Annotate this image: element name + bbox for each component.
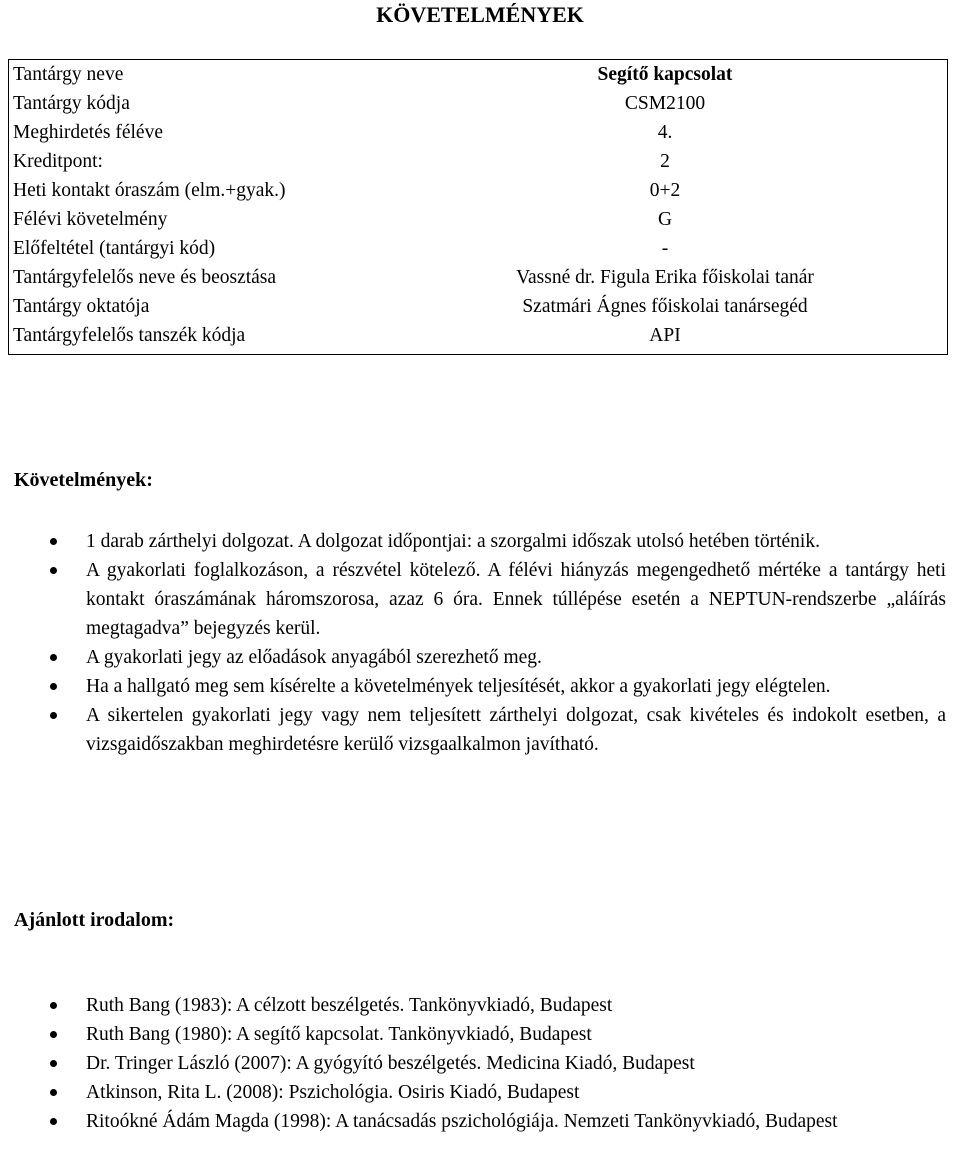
requirement-item-text: A sikertelen gyakorlati jegy vagy nem teljesített zárthelyi dolgozat, csak kivételes és indokolt esetben, a vizsgaidőszakban meghirdetésre kerülő vizsgaalkalmon javítható. bbox=[86, 705, 946, 755]
info-row bbox=[9, 234, 947, 263]
requirement-item bbox=[0, 643, 960, 672]
info-label: Tantárgy neve bbox=[13, 64, 124, 85]
info-value: 2 bbox=[660, 151, 670, 172]
info-value: 4. bbox=[657, 122, 673, 143]
info-row bbox=[9, 321, 947, 350]
requirement-item bbox=[0, 556, 960, 643]
info-value: Szatmári Ágnes főiskolai tanársegéd bbox=[522, 296, 808, 317]
requirements-list bbox=[0, 527, 960, 759]
literature-item-text: Atkinson, Rita L. (2008): Pszichológia. Osiris Kiadó, Budapest bbox=[86, 1082, 580, 1103]
literature-item-text: Ruth Bang (1983): A célzott beszélgetés. Tankönyvkiadó, Budapest bbox=[86, 995, 613, 1016]
info-row bbox=[9, 89, 947, 118]
info-label: Tantárgyfelelős neve és beosztása bbox=[13, 267, 277, 288]
info-value: - bbox=[661, 238, 669, 259]
literature-item bbox=[0, 991, 960, 1020]
literature-item bbox=[0, 1049, 960, 1078]
info-label: Kreditpont: bbox=[13, 151, 103, 172]
bullet-icon bbox=[50, 1060, 57, 1067]
bullet-icon bbox=[50, 654, 57, 661]
info-label: Tantárgy kódja bbox=[13, 93, 130, 114]
bullet-icon bbox=[50, 567, 57, 574]
info-row bbox=[9, 118, 947, 147]
info-value: G bbox=[657, 209, 673, 230]
info-row bbox=[9, 205, 947, 234]
page-title: KÖVETELMÉNYEK bbox=[376, 2, 584, 27]
literature-item bbox=[0, 1078, 960, 1107]
bullet-icon bbox=[50, 1031, 57, 1038]
requirement-item-text: A gyakorlati foglalkozáson, a részvétel kötelező. A félévi hiányzás megengedhető mértéke a tantárgy heti kontakt óraszámának háromszorosa, azaz 6 óra. Ennek túllépése esetén a NEPTUN-rendszerbe „aláírás megtagadva” bejegyzés kerül. bbox=[86, 560, 946, 639]
info-row bbox=[9, 147, 947, 176]
info-value: CSM2100 bbox=[624, 93, 706, 114]
literature-item bbox=[0, 1107, 960, 1136]
literature-heading: Ajánlott irodalom: bbox=[14, 909, 175, 931]
info-value: API bbox=[649, 325, 681, 346]
info-value: Vassné dr. Figula Erika főiskolai tanár bbox=[516, 267, 814, 288]
literature-item-text: Ritoókné Ádám Magda (1998): A tanácsadás pszichológiája. Nemzeti Tankönyvkiadó, Budapest bbox=[86, 1111, 838, 1132]
requirement-item-text: A gyakorlati jegy az előadások anyagából szerezhető meg. bbox=[86, 647, 542, 668]
requirement-item-text: 1 darab zárthelyi dolgozat. A dolgozat időpontjai: a szorgalmi időszak utolsó hetében történik. bbox=[86, 531, 820, 552]
bullet-icon bbox=[50, 538, 57, 545]
bullet-icon bbox=[50, 1118, 57, 1125]
bullet-icon bbox=[50, 1002, 57, 1009]
bullet-icon bbox=[50, 712, 57, 719]
literature-item-text: Dr. Tringer László (2007): A gyógyító beszélgetés. Medicina Kiadó, Budapest bbox=[86, 1053, 695, 1074]
bullet-icon bbox=[50, 683, 57, 690]
requirement-item bbox=[0, 672, 960, 701]
literature-item-text: Ruth Bang (1980): A segítő kapcsolat. Tankönyvkiadó, Budapest bbox=[86, 1024, 592, 1045]
info-row bbox=[9, 176, 947, 205]
requirement-item bbox=[0, 701, 960, 759]
info-label: Tantárgyfelelős tanszék kódja bbox=[13, 325, 246, 346]
literature-list bbox=[0, 991, 960, 1136]
requirement-item-text: Ha a hallgató meg sem kísérelte a követelmények teljesítését, akkor a gyakorlati jegy elégtelen. bbox=[86, 676, 831, 697]
course-info-table bbox=[8, 59, 948, 355]
requirement-item bbox=[0, 527, 960, 556]
info-value: Segítő kapcsolat bbox=[597, 64, 733, 85]
info-row bbox=[9, 292, 947, 321]
requirements-heading: Követelmények: bbox=[14, 469, 153, 491]
info-row bbox=[9, 60, 947, 89]
bullet-icon bbox=[50, 1089, 57, 1096]
info-label: Meghirdetés féléve bbox=[13, 122, 163, 143]
info-label: Félévi követelmény bbox=[13, 209, 168, 230]
literature-item bbox=[0, 1020, 960, 1049]
info-value: 0+2 bbox=[649, 180, 681, 201]
info-label: Előfeltétel (tantárgyi kód) bbox=[13, 238, 216, 259]
info-label: Heti kontakt óraszám (elm.+gyak.) bbox=[13, 180, 286, 201]
info-label: Tantárgy oktatója bbox=[13, 296, 150, 317]
info-row bbox=[9, 263, 947, 292]
